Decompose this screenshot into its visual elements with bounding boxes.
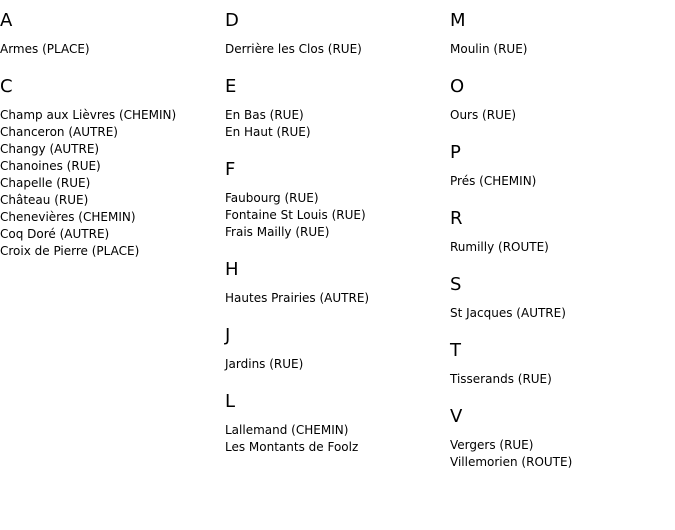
index-column-3 [450,0,675,471]
street-link[interactable]: Chanceron (AUTRE) [0,125,118,139]
letter-group-c [0,76,225,260]
letter-group-m [450,10,675,58]
letter-group-h [225,259,450,307]
letter-heading: V [450,406,463,427]
street-list [225,41,450,58]
letter-heading: C [0,76,13,97]
street-list [225,190,450,241]
letter-group-v [450,406,675,471]
street-list [450,437,675,471]
letter-group-l [225,391,450,456]
street-list [450,107,675,124]
street-link[interactable]: Armes (PLACE) [0,42,90,56]
letter-heading: O [450,76,465,97]
letter-heading: E [225,76,237,97]
street-link[interactable]: Chanoines (RUE) [0,159,101,173]
letter-group-d [225,10,450,58]
street-link[interactable]: Vergers (RUE) [450,438,534,452]
index-column-1 [0,0,225,260]
street-link[interactable]: Chapelle (RUE) [0,176,91,190]
street-list [225,290,450,307]
street-link[interactable]: Lallemand (CHEMIN) [225,423,349,437]
letter-group-t [450,340,675,388]
street-list [450,239,675,256]
letter-heading: H [225,259,239,280]
street-list [450,173,675,190]
letter-group-r [450,208,675,256]
letter-group-o [450,76,675,124]
letter-heading: R [450,208,463,229]
letter-group-p [450,142,675,190]
letter-group-s [450,274,675,322]
street-link[interactable]: Rumilly (ROUTE) [450,240,549,254]
street-link[interactable]: Château (RUE) [0,193,89,207]
letter-heading: L [225,391,236,412]
street-list [0,41,225,58]
street-link[interactable]: Prés (CHEMIN) [450,174,537,188]
street-link[interactable]: Hautes Prairies (AUTRE) [225,291,370,305]
street-list [450,371,675,388]
street-list [450,41,675,58]
street-list [225,422,450,456]
street-link[interactable]: Derrière les Clos (RUE) [225,42,362,56]
street-link[interactable]: Frais Mailly (RUE) [225,225,330,239]
letter-group-a [0,10,225,58]
street-list [225,356,450,373]
letter-heading: M [450,10,466,31]
street-link[interactable]: Les Montants de Foolz [225,440,359,454]
street-link[interactable]: Moulin (RUE) [450,42,528,56]
street-list [0,107,225,260]
street-link[interactable]: Jardins (RUE) [225,357,304,371]
letter-group-j [225,325,450,373]
street-list [225,107,450,141]
letter-heading: A [0,10,13,31]
letter-heading: P [450,142,461,163]
street-link[interactable]: Faubourg (RUE) [225,191,319,205]
street-link[interactable]: En Bas (RUE) [225,108,304,122]
street-link[interactable]: Chenevières (CHEMIN) [0,210,136,224]
index-column-2 [225,0,450,456]
street-link[interactable]: Coq Doré (AUTRE) [0,227,110,241]
street-link[interactable]: Changy (AUTRE) [0,142,100,156]
street-link[interactable]: Fontaine St Louis (RUE) [225,208,366,222]
letter-heading: S [450,274,462,295]
street-link[interactable]: Ours (RUE) [450,108,517,122]
letter-heading: F [225,159,236,180]
street-link[interactable]: Croix de Pierre (PLACE) [0,244,140,258]
street-link[interactable]: St Jacques (AUTRE) [450,306,566,320]
street-list [450,305,675,322]
letter-group-e [225,76,450,141]
letter-heading: J [225,325,231,346]
letter-heading: T [450,340,461,361]
letter-heading: D [225,10,239,31]
street-link[interactable]: Champ aux Lièvres (CHEMIN) [0,108,177,122]
street-link[interactable]: Villemorien (ROUTE) [450,455,573,469]
letter-group-f [225,159,450,241]
street-link[interactable]: En Haut (RUE) [225,125,311,139]
street-link[interactable]: Tisserands (RUE) [450,372,552,386]
